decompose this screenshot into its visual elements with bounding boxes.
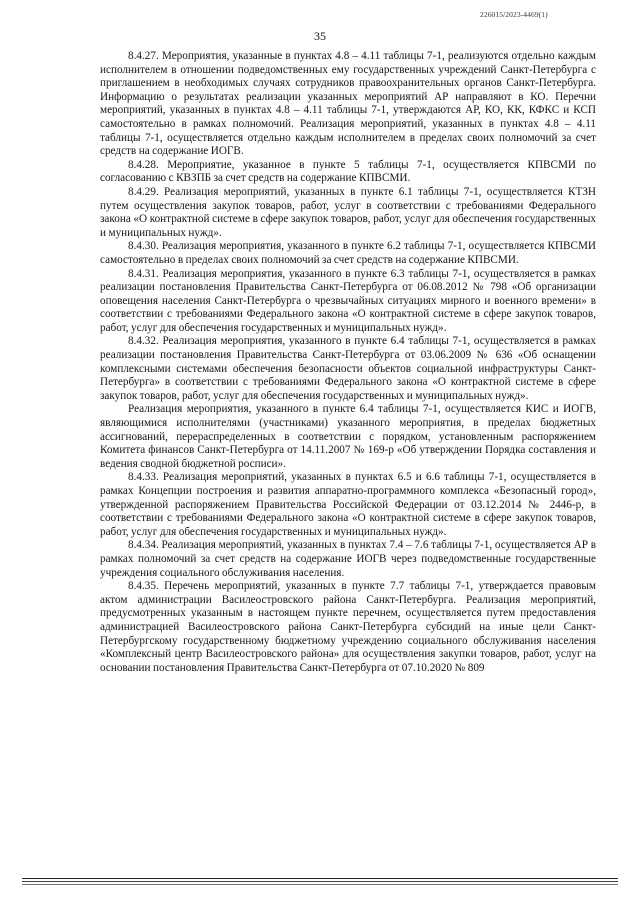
paragraph-8-4-32-continued: Реализация мероприятия, указанного в пункте 6.4 таблицы 7-1, осуществляется КИС и ИОГВ, являющимися исполнителями (участниками) указанного мероприятия, в пределах бюджетных ассигнований, перераспределенных в соответствии с порядком, установленным распоряжением Комитета финансов Санкт-Петербурга от 14.11.2007 № 169-р «Об утверждении Порядка составления и ведения сводной бюджетной росписи». [100,403,596,470]
paragraph-8-4-33: 8.4.33. Реализация мероприятий, указанных в пунктах 6.5 и 6.6 таблицы 7-1, осуществляется в рамках Концепции построения и развития аппаратно-программного комплекса «Безопасный город», утвержденной распоряжением Правительства Российской Федерации от 03.12.2014 № 2446-р, в соответствии с требованиями Федерального закона «О контрактной системе в сфере закупок товаров, работ, услуг для обеспечения государственных и муниципальных нужд». [100,471,596,538]
page-number: 35 [314,29,326,43]
paragraph-8-4-32: 8.4.32. Реализация мероприятия, указанного в пункте 6.4 таблицы 7-1, осуществляется в рамках реализации постановления Правительства Санкт-Петербурга от 03.06.2009 № 636 «Об оснащении комплексными системами обеспечения безопасности объектов социальной инфраструктуры Санкт-Петербурга» в соответствии с требованиями Федерального закона «О контрактной системе в сфере закупок товаров, работ, услуг для обеспечения государственных и муниципальных нужд». [100,335,596,402]
scan-edge-line [22,881,618,882]
document-body [100,50,596,675]
paragraph-8-4-34: 8.4.34. Реализация мероприятий, указанных в пунктах 7.4 – 7.6 таблицы 7-1, осуществляется АР в рамках полномочий за счет средств на содержание ИОГВ через подведомственные государственные учреждения социального обслуживания населения. [100,539,596,579]
paragraph-8-4-28: 8.4.28. Мероприятие, указанное в пункте 5 таблицы 7-1, осуществляется КПВСМИ по согласованию с КВЗПБ за счет средств на содержание КПВСМИ. [100,158,596,185]
paragraph-8-4-31: 8.4.31. Реализация мероприятия, указанного в пункте 6.3 таблицы 7-1, осуществляется в рамках реализации постановления Правительства Санкт-Петербурга от 06.08.2012 № 798 «Об организации оповещения населения Санкт-Петербурга о чрезвычайных ситуациях мирного и военного времени» в соответствии с требованиями Федерального закона «О контрактной системе в сфере закупок товаров, работ, услуг для обеспечения государственных и муниципальных нужд». [100,267,596,334]
paragraph-8-4-27: 8.4.27. Мероприятия, указанные в пунктах 4.8 – 4.11 таблицы 7-1, реализуются отдельно каждым исполнителем в отношении подведомственных ему государственных учреждений Санкт-Петербурга с приглашением в необходимых случаях сотрудников правоохранительных органов Санкт-Петербурга. Информацию о результатах реализации указанных мероприятий АР направляют в КО. Перечни мероприятий, указанных в пунктах 4.8 – 4.11 таблицы 7-1, утверждаются АР, КО, КК, КФКС и КСП самостоятельно в рамках полномочий. Реализация мероприятий, указанных в пунктах 4.8 – 4.11 таблицы 7-1, осуществляется отдельно каждым исполнителем в пределах своих полномочий за счет средств на содержание ИОГВ. [100,50,596,158]
paragraph-8-4-29: 8.4.29. Реализация мероприятий, указанных в пункте 6.1 таблицы 7-1, осуществляется КТЗН путем осуществления закупок товаров, работ, услуг в соответствии с требованиями Федерального закона «О контрактной системе в сфере закупок товаров, работ, услуг для обеспечения государственных и муниципальных нужд». [100,185,596,239]
paragraph-8-4-35: 8.4.35. Перечень мероприятий, указанных в пункте 7.7 таблицы 7-1, утверждается правовым актом администрации Василеостровского района Санкт-Петербурга. Реализация мероприятий, предусмотренных указанным в настоящем пункте перечнем, осуществляется путем предоставления администрацией Василеостровского района Санкт-Петербурга субсидий на иные цели Санкт-Петербургскому государственному бюджетному учреждению социального обслуживания населения «Комплексный центр Василеостровского района» для осуществления закупки товаров, работ, услуг на основании постановления Правительства Санкт-Петербурга от 07.10.2020 № 809 [100,580,596,674]
scan-edge-line [22,884,618,885]
document-registration-number: 226015/2023-4469(1) [480,10,548,19]
paragraph-8-4-30: 8.4.30. Реализация мероприятия, указанного в пункте 6.2 таблицы 7-1, осуществляется КПВСМИ самостоятельно в пределах своих полномочий за счет средств на содержание КПВСМИ. [100,240,596,266]
scan-edge-line [22,878,618,879]
